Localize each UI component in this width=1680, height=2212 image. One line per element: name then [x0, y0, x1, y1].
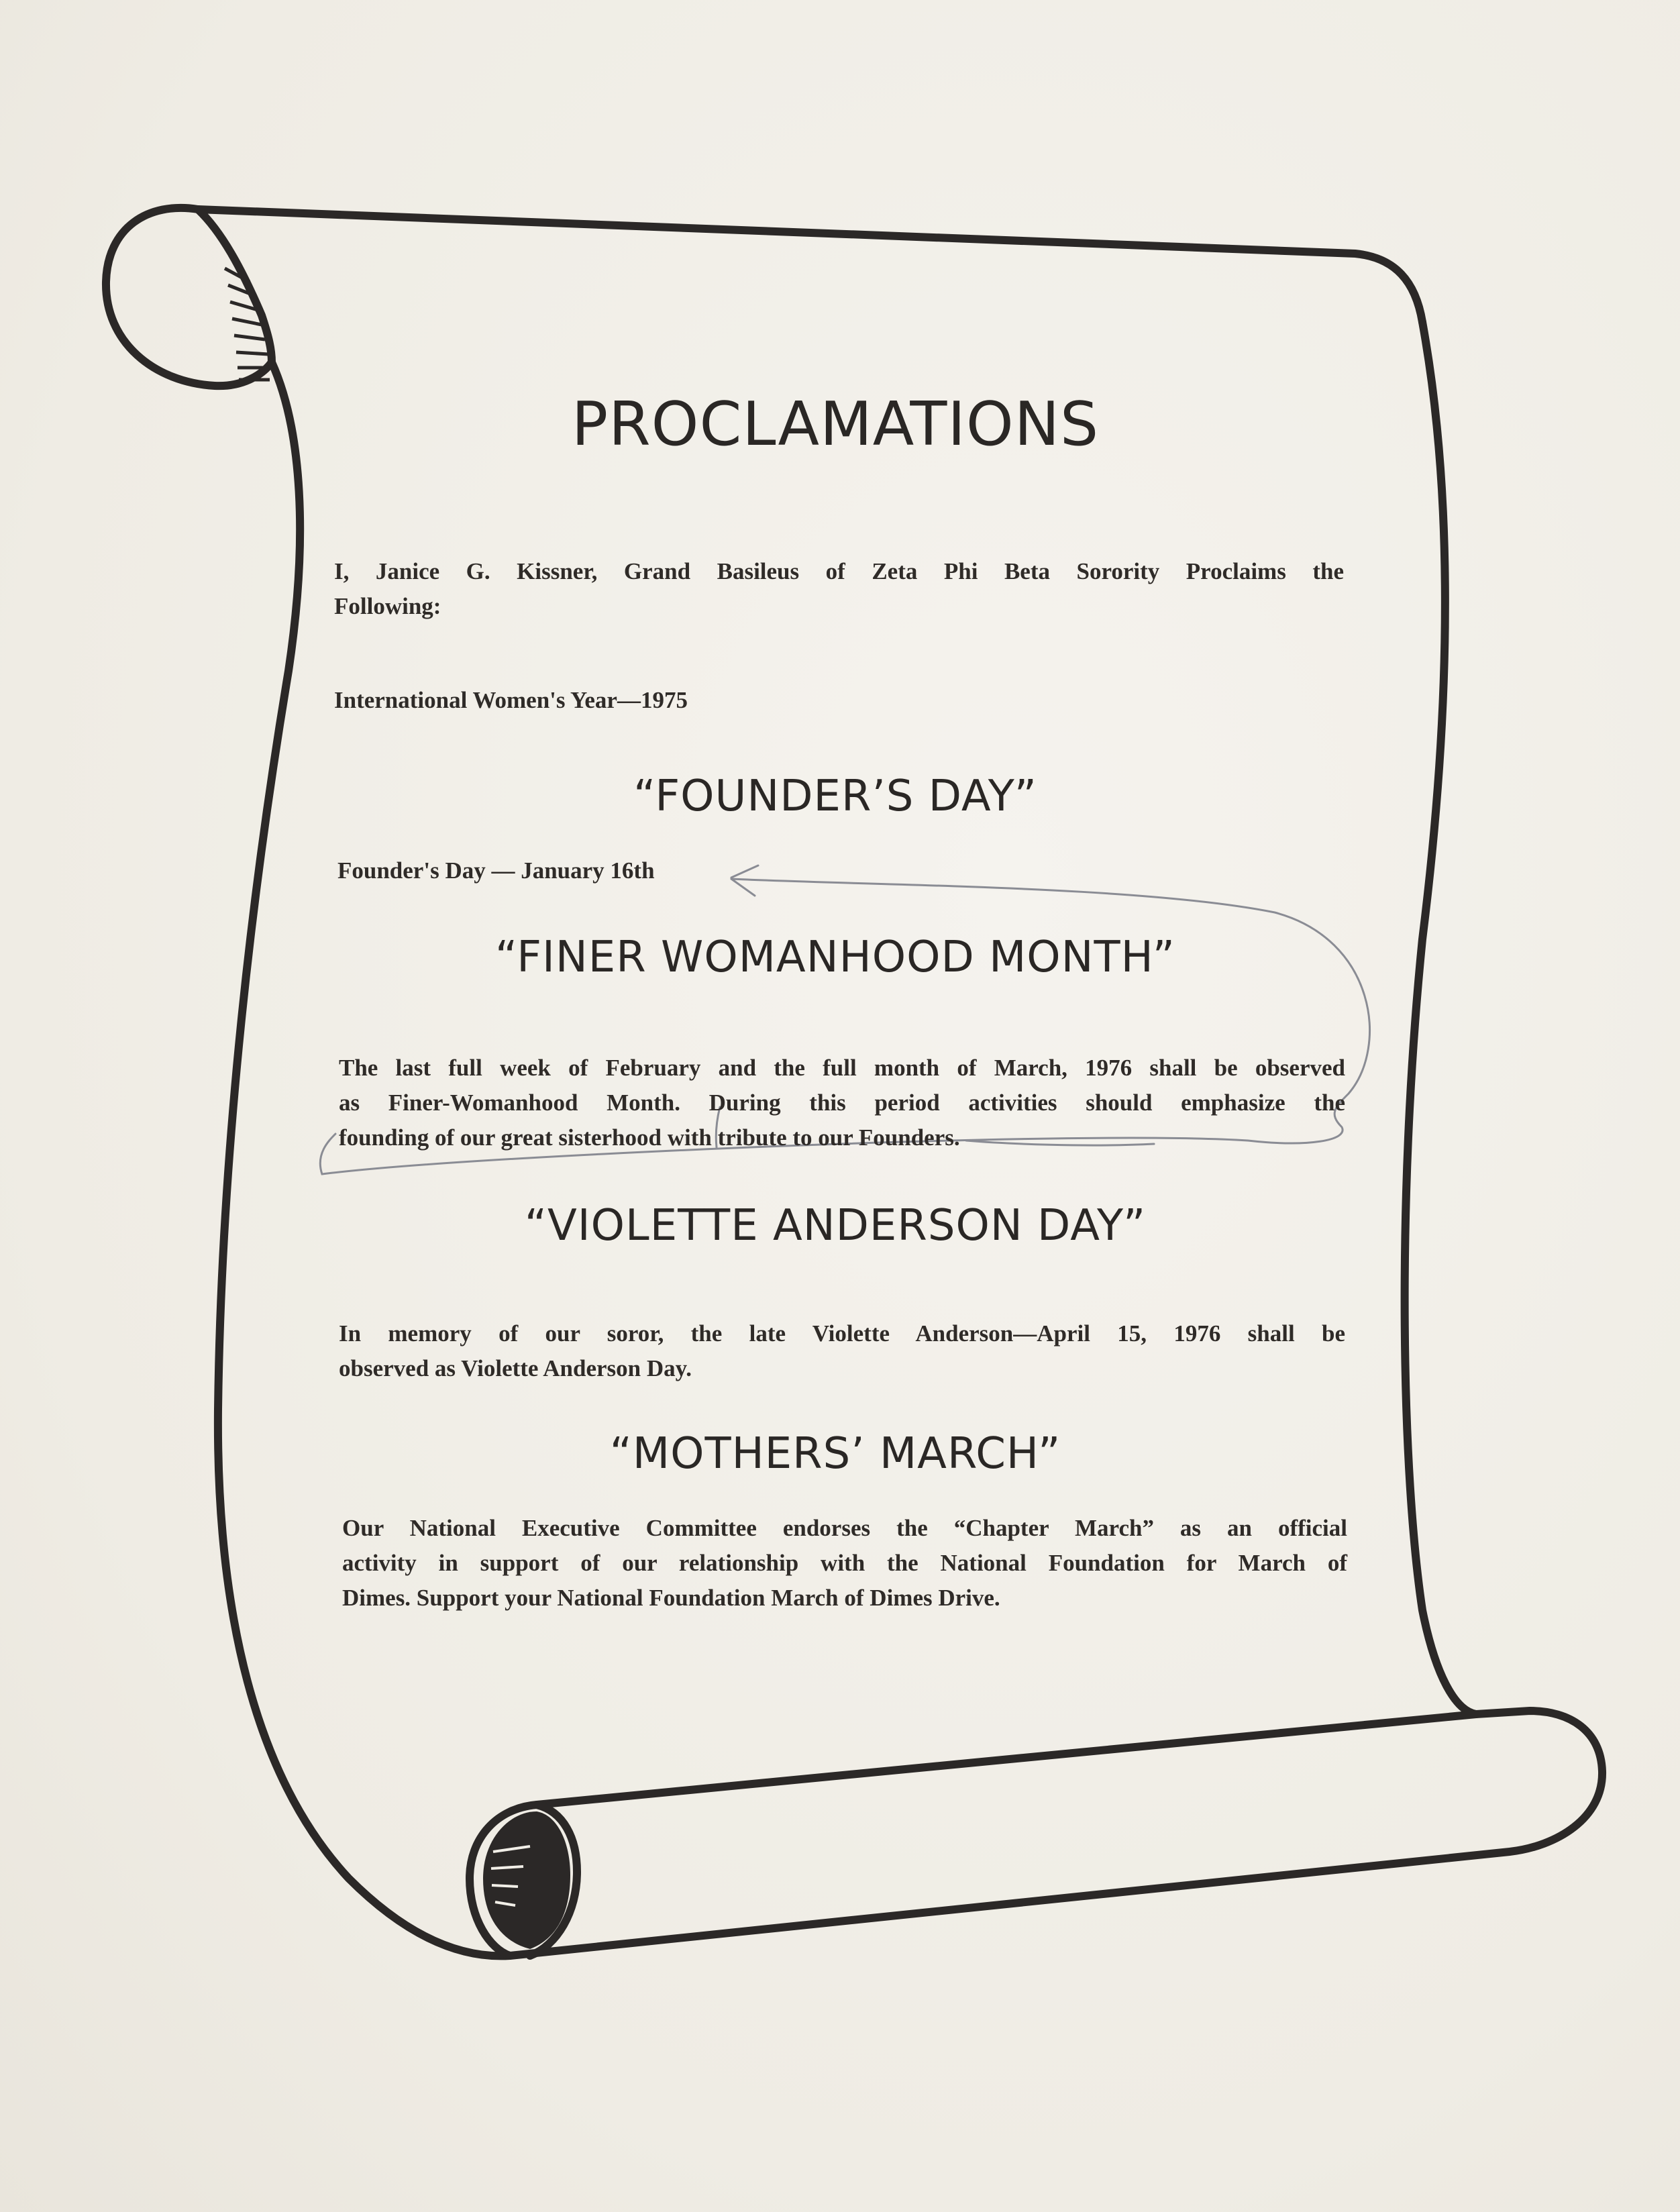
founders-day-text: Founder's Day — January 16th [337, 857, 655, 884]
mothers-march-text: Our National Executive Committee endorses the “Chapter March” as an official activity in support of our relationship with the National Foundation for March of Dimes. Support your National Foundation March of Dimes Drive. [342, 1515, 1347, 1611]
scroll-top-curl [106, 208, 272, 386]
intro-line-1: I, Janice G. Kissner, Grand Basileus of Zeta Phi Beta Sorority Proclaims the [334, 558, 1344, 584]
year-line: International Women's Year—1975 [334, 687, 688, 713]
scroll-right-edge [1405, 322, 1476, 1714]
page-title: PROCLAMATIONS [571, 389, 1100, 460]
scroll-top-edge [198, 209, 1422, 322]
section-heading-founders-day: “FOUNDER’S DAY” [633, 772, 1037, 821]
section-heading-finer-womanhood-month: “FINER WOMANHOOD MONTH” [495, 933, 1175, 982]
scroll-bottom-roll [470, 1711, 1602, 1956]
violette-anderson-text: In memory of our soror, the late Violette Anderson—April 15, 1976 shall be observed as Violette Anderson Day. [339, 1320, 1345, 1381]
intro-paragraph [334, 554, 1344, 624]
section-heading-mothers-march: “MOTHERS’ MARCH” [609, 1429, 1061, 1479]
finer-womanhood-text: The last full week of February and the full month of March, 1976 shall be observed as Finer-Womanhood Month. During this period activities should emphasize the founding of our great sisterhood with tribute to our Founders. [339, 1055, 1345, 1151]
intro-line-2: Following: [334, 593, 441, 619]
section-heading-violette-anderson-day: “VIOLETTE ANDERSON DAY” [524, 1201, 1147, 1251]
